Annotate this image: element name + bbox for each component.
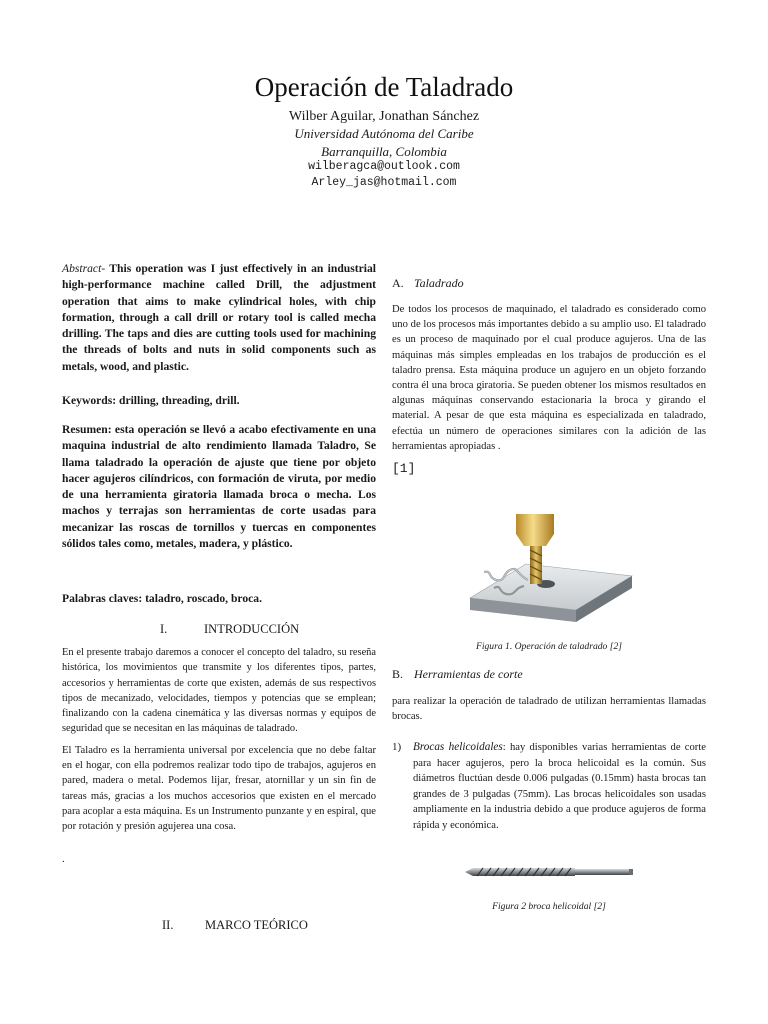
list-item-term: Brocas helicoidales: [413, 741, 503, 753]
subsection-heading-herramientas: [392, 666, 706, 682]
list-item-body: [413, 740, 706, 834]
resumen: Resumen: esta operación se llevó a acabo efectivamente en una maquina industrial de alto rendimiento llamada Taladro, Se llama taladrado la operación de ajuste que tiene por objeto hacer agujeros cilíndricos, con formación de viruta, por medio de una herramienta giratoria llamada broca o mecha. Los machos y terrajas son herramientas de corte usadas para mecanizar las roscas de tornillos y tuercas en componentes sólidos tales como, metales, madera, y plástico.: [62, 423, 376, 551]
section-title: MARCO TEÓRICO: [205, 918, 308, 932]
abstract: [62, 261, 376, 375]
list-item-text: : hay disponibles varias herramientas de corte para hacer agujeros, pero la broca helicoidal es la común. Sus diámetros fluctúan desde 0.006 pulgadas (0.15mm) hasta brocas tan grandes de 3 pulgadas (75mm). Las brocas helicoidales son usadas ampliamente en la industria debido a que produce agujeros de forma rápida y económica.: [413, 742, 706, 831]
stray-period: .: [62, 853, 65, 865]
paper-title: Operación de Taladrado: [254, 72, 514, 102]
palabras-claves: Palabras claves: taladro, roscado, broca.: [62, 592, 262, 605]
location: Barranquilla, Colombia: [321, 144, 447, 159]
subsection-title: Taladrado: [414, 276, 464, 290]
figure-1-caption: Figura 1. Operación de taladrado [2]: [475, 641, 623, 652]
intro-paragraph-1: En el presente trabajo daremos a conocer el concepto del taladro, su reseña histórica, los movimientos que transmite y los diferentes tipos, partes, accesorios y herramientas de corte que existen, además de sus respectivos tipos de mecanizado, velocidades, tiempos y potencias que se emplean; finalizando con la cadena cinemática y las diversas normas y equipos de seguridad que se necesitan en las máquinas de taladrado.: [62, 647, 376, 735]
figure-2-caption: Figura 2 broca helicoidal [2]: [492, 901, 606, 912]
drilling-operation-figure: [466, 514, 634, 624]
subsection-heading-taladrado: [392, 275, 706, 291]
subsection-letter: A.: [392, 276, 404, 290]
twist-drill-figure: [463, 866, 635, 878]
section-title: INTRODUCCIÓN: [204, 622, 300, 636]
citation-ref: [1]: [392, 461, 416, 476]
section-number: II.: [162, 918, 174, 932]
section-heading-introduccion: [160, 621, 380, 637]
keywords: Keywords: drilling, threading, drill.: [62, 394, 240, 407]
email-1: wilberagca@outlook.com: [308, 160, 460, 173]
abstract-label: Abstract-: [62, 262, 106, 275]
taladrado-paragraph: De todos los procesos de maquinado, el taladrado es considerado como uno de los procesos más importantes debido a su amplio uso. El taladrado es un proceso de maquinado por el cual produce agujeros. Una de las máquinas más simples empleadas en los trabajos de producción es el taladro prensa. Esta máquina produce un agujero en un objeto forzando contra él una broca giratoria. Se pueden obtener los mismos resultados en algunas máquinas conservando estacionaria la broca y girando el material. A pesar de que esta máquina es especializada en taladrado, efectúa un número de operaciones similares con la adición de las herramientas apropiadas .: [392, 304, 706, 452]
section-heading-marco-teorico: [162, 917, 382, 933]
list-item-brocas-helicoidales: [392, 740, 706, 840]
abstract-text: This operation was I just effectively in an industrial high-performance machine called Drill, the adjustment operation that aims to make cylindrical holes, with chip formation, through a call drill or rotary tool is called mecha drilling. The taps and dies are cutting tools used for machining the threads of bolts and nuts in solid components such as metals, wood, and plastic.: [62, 262, 376, 373]
intro-paragraph-2: El Taladro es la herramienta universal por excelencia que no debe faltar en el hogar, con ella podremos realizar todo tipo de trabajos, agujeros en pared, madera o metal. Podemos lijar, fresar, atornillar y un sin fin de tareas más, gracias a los muchos accesorios que existen en el mercado para acoplar a esta máquina. Es un Instrumento punzante y en espiral, que por rotación y presión agujerea una cosa.: [62, 745, 376, 833]
authors: Wilber Aguilar, Jonathan Sánchez: [288, 109, 480, 124]
section-number: I.: [160, 622, 168, 636]
email-2: Arley_jas@hotmail.com: [311, 176, 457, 189]
subsection-title: Herramientas de corte: [414, 667, 523, 681]
subsection-letter: B.: [392, 667, 404, 681]
herramientas-paragraph: para realizar la operación de taladrado de utilizan herramientas llamadas brocas.: [392, 696, 706, 723]
list-number: 1): [392, 741, 402, 753]
affiliation: Universidad Autónoma del Caribe: [294, 126, 474, 141]
